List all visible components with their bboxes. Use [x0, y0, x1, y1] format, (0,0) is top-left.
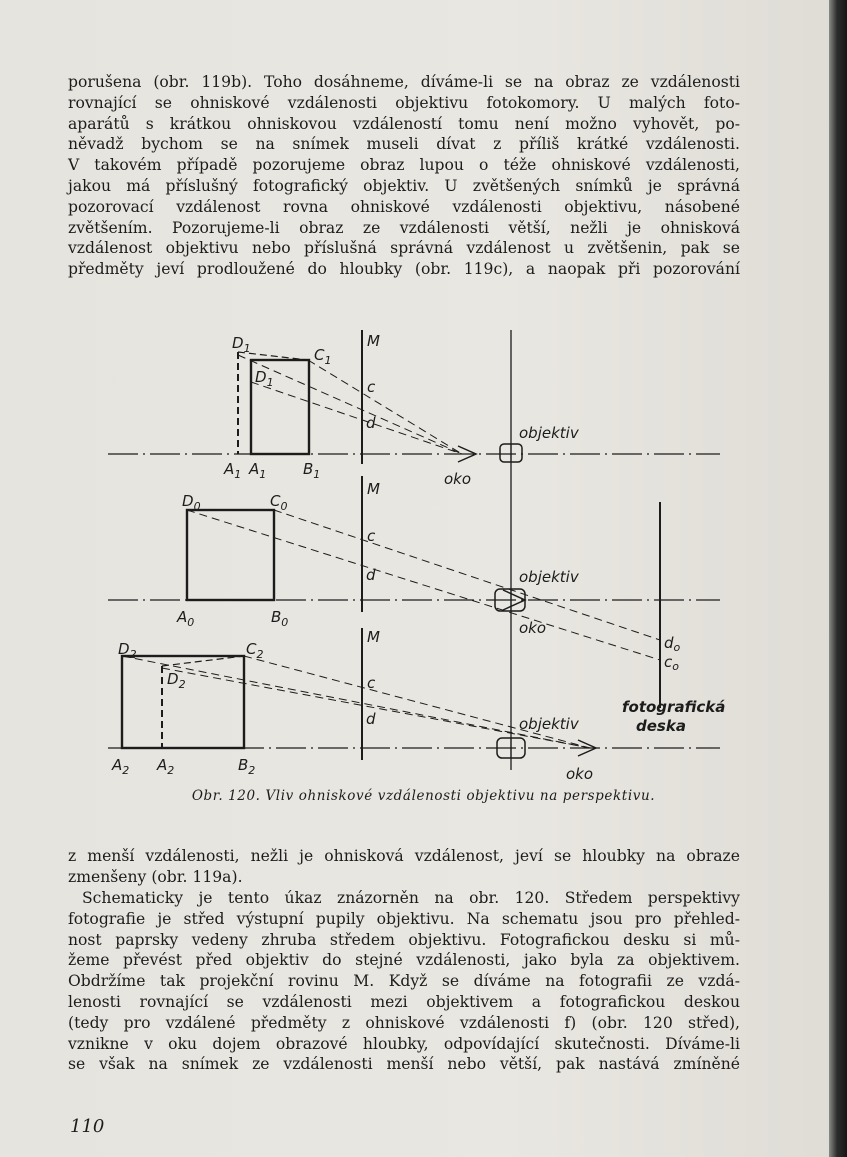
label-deska: deska: [636, 717, 686, 735]
label-c-3: c: [367, 674, 376, 692]
text-line: porušena (obr. 119b). Toho dosáhneme, díváme-li se na obraz ze vzdálenosti: [68, 73, 740, 91]
paragraph-mid: [68, 846, 740, 888]
text-line: žeme převést před objektiv do stejné vzdálenosti, jako byla za objektivem.: [68, 951, 740, 970]
label-c-1: c: [367, 378, 376, 396]
label-m-1: M: [367, 332, 380, 350]
paragraph-bottom: [68, 888, 740, 1075]
text-line: lenosti rovnající se vzdálenosti mezi objektivem a fotografickou deskou: [68, 992, 740, 1011]
ray-c1: [308, 360, 462, 454]
label-b1: $B_1$: [303, 460, 321, 481]
label-c0: $C_0$: [270, 492, 288, 513]
text-line: se však na snímek ze vzdálenosti menší nebo větší, pak nastává zmíněné: [68, 1055, 740, 1074]
label-oko-1: oko: [444, 470, 472, 488]
label-objektiv-2: objektiv: [519, 568, 579, 586]
text-line: V takovém případě pozorujeme obraz lupou o téže ohniskové vzdálenosti,: [68, 156, 740, 175]
label-a1: $A_1$: [249, 460, 267, 481]
label-d-2: d: [366, 566, 376, 584]
text-line: aparátů s krátkou ohniskovou vzdáleností tomu není možno vyhovět, po-: [68, 114, 740, 133]
text-line: Schematicky je tento úkaz znázorněn na obr. 120. Středem perspektivy: [82, 889, 740, 907]
label-d0: $D_0$: [182, 492, 201, 513]
text-line: z menší vzdálenosti, nežli je ohnisková vzdálenost, jeví se hloubky na obraze: [68, 847, 740, 865]
label-fotograficka: fotografická: [622, 698, 726, 716]
ray-d2: [122, 656, 590, 748]
text-line: zvětšením. Pozorujeme-li obraz ze vzdálenosti větší, nežli je ohnisková: [68, 218, 740, 237]
text-line: vznikne v oku dojem obrazové hloubky, odpovídající skutečnosti. Díváme-li: [68, 1034, 740, 1053]
text-line: jakou má příslušný fotografický objektiv. U zvětšených snímků je správná: [68, 176, 740, 195]
label-d-1: d: [366, 414, 376, 432]
label-d1: $D_1$: [255, 368, 274, 389]
ray-d0: [187, 510, 660, 660]
label-d-o: $d_o$: [664, 634, 681, 654]
text-line: něvadž bychom se na snímek museli dívat z příliš krátké vzdálenosti.: [68, 135, 740, 154]
label-a1-prime: $A_1$: [224, 460, 242, 481]
ray-c2: [244, 656, 590, 748]
ray-c0: [274, 510, 660, 640]
label-a0: $A_0$: [177, 608, 195, 629]
text-line: nost paprsky vedeny zhruba středem objektivu. Fotografickou desku si mů-: [68, 930, 740, 949]
label-a2: $A_2$: [112, 756, 130, 777]
text-line: předměty jeví prodloužené do hloubky (obr. 119c), a naopak při pozorování: [68, 260, 740, 279]
label-c2: $C_2$: [246, 640, 264, 661]
label-d1-prime: $D_1$: [232, 334, 251, 355]
label-c1: $C_1$: [314, 346, 332, 367]
text-line: Obdržíme tak projekční rovinu M. Když se díváme na fotografii ze vzdá-: [68, 972, 740, 991]
text-line: vzdálenost objektivu nebo příslušná správná vzdálenost u zvětšenin, pak se: [68, 239, 740, 258]
label-c-o: $c_o$: [664, 653, 679, 673]
book-binding-shadow: [829, 0, 847, 1157]
shortened-top-2: [162, 656, 244, 666]
label-objektiv-1: objektiv: [519, 424, 579, 442]
label-d-3: d: [366, 710, 376, 728]
text-line: (tedy pro vzdálené předměty z ohniskové vzdálenosti f) (obr. 120 střed),: [68, 1013, 740, 1032]
ray-d1p: [238, 355, 462, 454]
label-objektiv-3: objektiv: [519, 715, 579, 733]
text-line: pozorovací vzdálenost rovna ohniskové vzdálenosti objektivu, násobené: [68, 197, 740, 216]
label-d2: $D_2$: [118, 640, 137, 661]
ray-d1: [251, 382, 462, 454]
label-c-2: c: [367, 527, 376, 545]
label-m-3: M: [367, 628, 380, 646]
text-line: zmenšeny (obr. 119a).: [68, 867, 243, 886]
ray-d2p: [162, 668, 590, 748]
label-oko-3: oko: [566, 765, 594, 783]
label-a2-prime: $A_2$: [157, 756, 175, 777]
label-b2: $B_2$: [238, 756, 256, 777]
label-b0: $B_0$: [271, 608, 289, 629]
figure-caption: Obr. 120. Vliv ohniskové vzdálenosti objektivu na perspektivu.: [191, 788, 656, 804]
label-m-2: M: [367, 480, 380, 498]
text-line: rovnající se ohniskové vzdálenosti objektivu fotokomory. U malých foto-: [68, 93, 740, 112]
object-rect-2: [122, 656, 244, 748]
label-d2-prime: $D_2$: [167, 670, 186, 691]
page-number: 110: [70, 1116, 105, 1137]
label-oko-2: oko: [519, 619, 547, 637]
text-line: fotografie je střed výstupní pupily objektivu. Na schematu jsou pro přehled-: [68, 909, 740, 928]
